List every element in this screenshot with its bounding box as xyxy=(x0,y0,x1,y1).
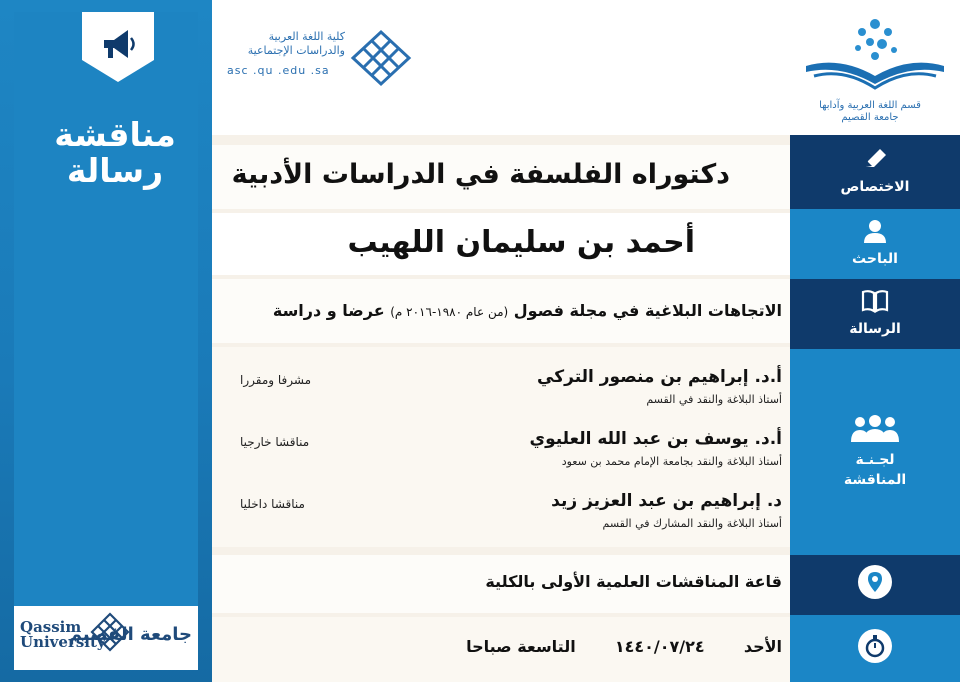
time-text: التاسعة صباحا xyxy=(466,637,576,656)
department-name: قسم اللغة العربية وآدابها جامعة القصيم xyxy=(819,100,921,123)
title-line-2: رسالة xyxy=(66,151,164,190)
member-name: د. إبراهيم بن عبد العزيز زيد xyxy=(551,491,782,511)
member-role: مناقشا داخليا xyxy=(240,497,305,511)
member-title: أستاذ البلاغة والنقد المشارك في القسم xyxy=(602,517,782,530)
left-panel xyxy=(0,0,212,682)
researcher-name: أحمد بن سليمان اللهيب xyxy=(347,225,695,260)
thesis-row xyxy=(212,279,790,343)
day-text: الأحد xyxy=(743,637,782,656)
group-icon xyxy=(850,414,900,444)
nav-committee: لجـنـة المناقشة xyxy=(790,349,960,555)
megaphone-icon xyxy=(74,12,162,84)
datetime-text xyxy=(466,637,782,656)
university-logo xyxy=(14,606,198,670)
book-icon xyxy=(861,289,889,313)
nav-thesis: الرسالة xyxy=(790,279,960,349)
college-mark-icon xyxy=(347,28,415,88)
department-logo xyxy=(790,10,960,130)
hall-row xyxy=(212,555,790,613)
member-name: أ.د. يوسف بن عبد الله العليوي xyxy=(529,429,782,449)
member-name: أ.د. إبراهيم بن منصور التركي xyxy=(537,367,782,387)
nav-specialization: الاختصاص xyxy=(790,135,960,209)
nav-location xyxy=(790,555,960,615)
left-panel-inner xyxy=(14,12,198,670)
stopwatch-icon xyxy=(857,628,893,664)
date-text: ١٤٤٠/٠٧/٢٤ xyxy=(614,637,705,656)
degree-text: دكتوراه الفلسفة في الدراسات الأدبية xyxy=(231,159,730,190)
side-nav xyxy=(790,135,960,682)
main-content xyxy=(212,135,790,682)
header xyxy=(212,0,960,135)
committee-member xyxy=(212,367,790,427)
member-role: مناقشا خارجيا xyxy=(240,435,310,449)
open-book-icon xyxy=(800,10,950,96)
committee-member xyxy=(212,429,790,489)
nav-researcher: الباحث xyxy=(790,209,960,279)
location-pin-icon xyxy=(857,564,893,600)
title-line-1: مناقشة xyxy=(54,115,176,154)
college-name: كلية اللغة العربية والدراسات الإجتماعية xyxy=(247,30,345,57)
degree-row xyxy=(212,145,790,209)
person-icon xyxy=(862,219,888,243)
member-role: مشرفا ومقررا xyxy=(240,373,312,387)
college-logo xyxy=(227,28,427,88)
committee-row xyxy=(212,347,790,547)
college-url: asc .qu .edu .sa xyxy=(227,64,330,77)
committee-member xyxy=(212,491,790,551)
member-title: أستاذ البلاغة والنقد في القسم xyxy=(646,393,782,406)
university-logo-ar: جامعة القصيم xyxy=(68,624,192,645)
university-logo-en: Qassim University xyxy=(20,618,106,651)
thesis-title: الاتجاهات البلاغية في مجلة فصول (من عام ١٩٨٠-٢٠١٦ م) عرضا و دراسة xyxy=(272,301,782,320)
researcher-row xyxy=(212,213,790,275)
nav-time xyxy=(790,615,960,682)
datetime-row xyxy=(212,617,790,682)
hall-text: قاعة المناقشات العلمية الأولى بالكلية xyxy=(485,572,782,591)
member-title: أستاذ البلاغة والنقد بجامعة الإمام محمد بن سعود xyxy=(561,455,782,468)
left-panel-title xyxy=(34,117,196,189)
pencil-icon xyxy=(862,147,888,171)
